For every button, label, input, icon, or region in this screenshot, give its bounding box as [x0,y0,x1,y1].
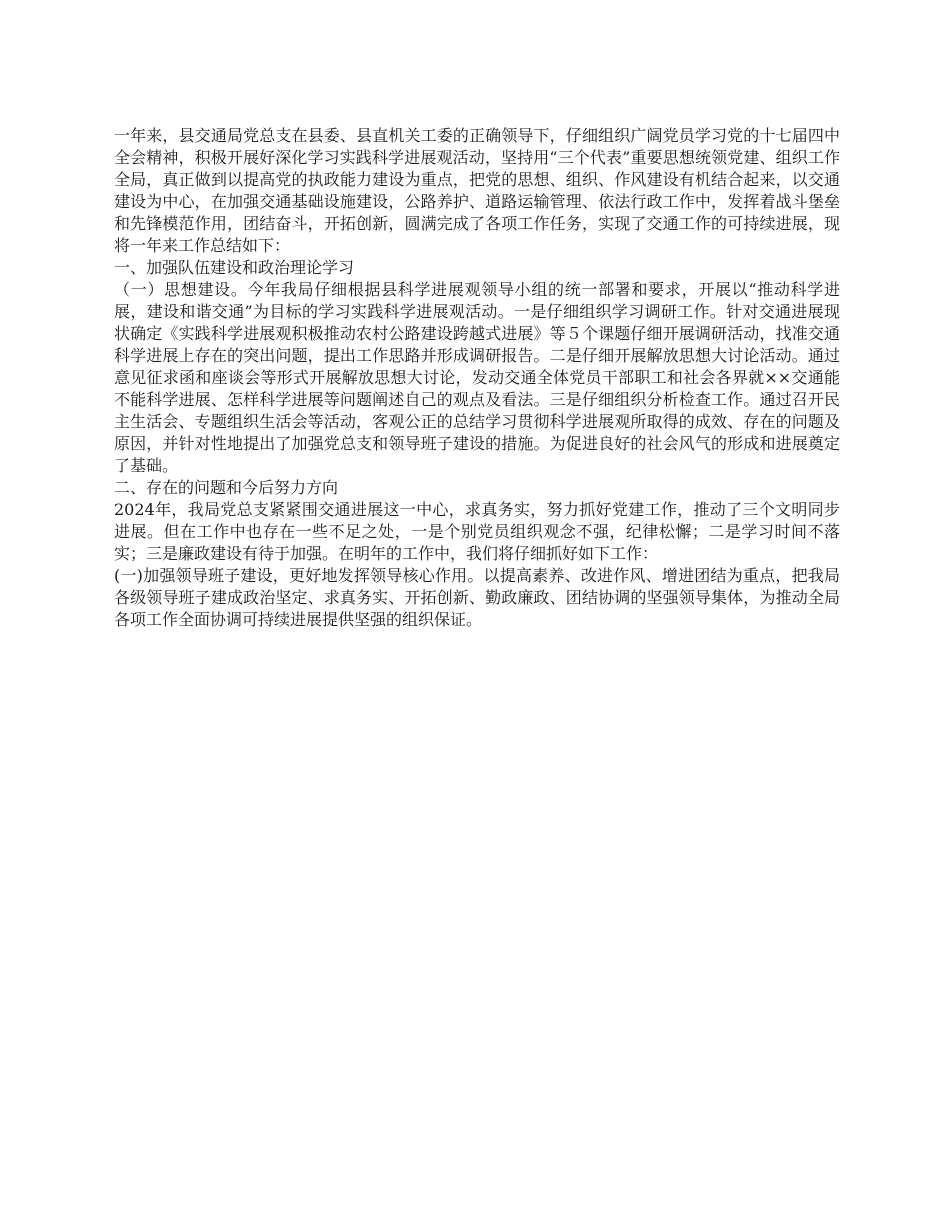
intro-paragraph: 一年来，县交通局党总支在县委、县直机关工委的正确领导下，仔细组织广阔党员学习党的十七届四中全会精神，积极开展好深化学习实践科学进展观活动，坚持用“三个代表”重要思想统领党建、组织工作全局，真正做到以提高党的执政能力建设为重点，把党的思想、组织、作风建设有机结合起来，以交通建设为中心，在加强交通基础设施建设，公路养护、道路运输管理、依法行政工作中，发挥着战斗堡垒和先锋模范作用，团结奋斗，开拓创新，圆满完成了各项工作任务，实现了交通工作的可持续进展，现将一年来工作总结如下： [114,126,840,255]
section-1-paragraph: （一）思想建设。今年我局仔细根据县科学进展观领导小组的统一部署和要求，开展以“推动科学进展，建设和谐交通”为目标的学习实践科学进展观活动。一是仔细组织学习调研工作。针对交通进展现状确定《实践科学进展观积极推动农村公路建设跨越式进展》等５个课题仔细开展调研活动，找准交通科学进展上存在的突出问题，提出工作思路并形成调研报告。二是仔细开展解放思想大讨论活动。通过意见征求函和座谈会等形式开展解放思想大讨论，发动交通全体党员干部职工和社会各界就××交通能不能科学进展、怎样科学进展等问题阐述自己的观点及看法。三是仔细组织分析检查工作。通过召开民主生活会、专题组织生活会等活动，客观公正的总结学习贯彻科学进展观所取得的成效、存在的问题及原因，并针对性地提出了加强党总支和领导班子建设的措施。为促进良好的社会风气的形成和进展奠定了基础。 [114,280,840,475]
section-heading-2: 二、存在的问题和今后努力方向 [114,478,339,497]
section-heading-1: 一、加强队伍建设和政治理论学习 [114,258,355,277]
section-2-item-1: (一)加强领导班子建设，更好地发挥领导核心作用。以提高素养、改进作风、增进团结为重点，把我局各级领导班子建成政治坚定、求真务实、开拓创新、勤政廉政、团结协调的坚强领导集体，为推动全局各项工作全面协调可持续进展提供坚强的组织保证。 [114,566,840,629]
section-2-paragraph: 2024年，我局党总支紧紧围交通进展这一中心，求真务实，努力抓好党建工作，推动了三个文明同步进展。但在工作中也存在一些不足之处，一是个别党员组织观念不强，纪律松懈；二是学习时间不落实；三是廉政建设有待于加强。在明年的工作中，我们将仔细抓好如下工作： [114,500,840,563]
document-body [114,125,840,631]
